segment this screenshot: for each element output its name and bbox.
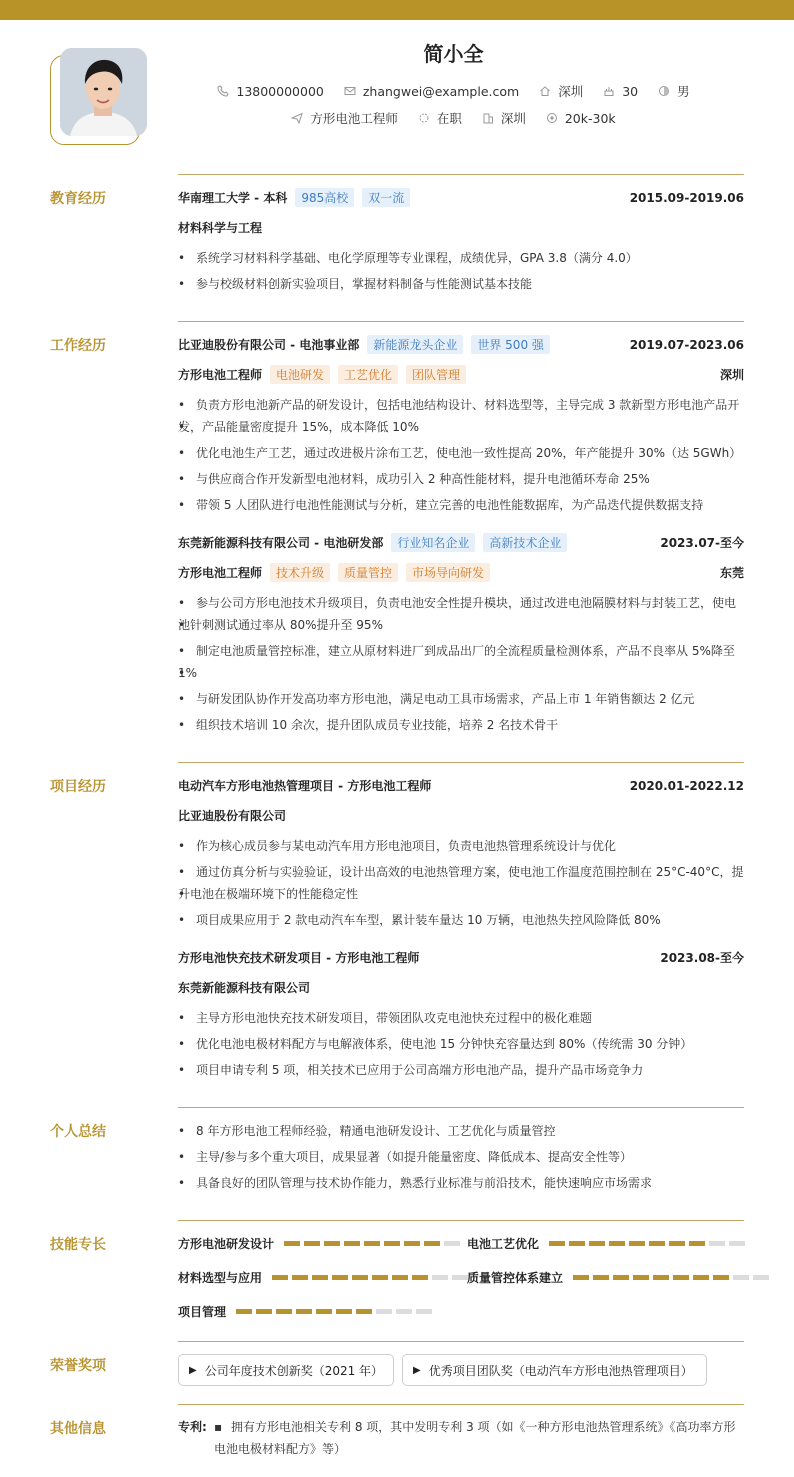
building-icon <box>482 112 494 124</box>
target-city-text: 深圳 <box>500 111 526 126</box>
email-text: zhangwei@example.com <box>362 83 520 99</box>
send-icon <box>291 112 303 124</box>
education-header <box>178 188 744 207</box>
skill-segment-empty <box>733 1275 749 1280</box>
project-title: 方形电池快充技术研发项目 - 方形电池工程师 <box>178 951 420 965</box>
project-date: 2020.01-2022.12 <box>629 778 744 793</box>
job-title-text: 方形电池工程师 <box>310 111 398 126</box>
skill-segment-filled <box>272 1275 288 1280</box>
skill-segment-filled <box>669 1241 685 1246</box>
skills-divider <box>178 1220 744 1221</box>
square-bullet-icon: ▪ <box>214 1420 223 1434</box>
skill-segment-filled <box>713 1275 729 1280</box>
other-divider <box>178 1404 744 1405</box>
project-bullet: • 项目申请专利 5 项，相关技术已应用于公司高端方形电池产品，提升产品市场竞争力 <box>178 1059 744 1081</box>
work-date: 2019.07-2023.06 <box>629 337 744 352</box>
cake-icon <box>603 85 615 97</box>
work-bullet: • 带领 5 人团队进行电池性能测试与分析，建立完善的电池性能数据库，为产品迭代提供数据支持 <box>178 494 744 516</box>
money-icon <box>546 112 558 124</box>
role-tag: 质量管控 <box>338 563 398 582</box>
gender-text: 男 <box>677 84 690 99</box>
skills-section-title: 技能专长 <box>50 1237 106 1253</box>
education-tag: 985高校 <box>295 188 354 207</box>
skill-segment-filled <box>593 1275 609 1280</box>
skill-segment-filled <box>609 1241 625 1246</box>
education-bullet: • 参与校级材料创新实验项目，掌握材料制备与性能测试基本技能 <box>178 273 744 295</box>
major-name: 材料科学与工程 <box>178 221 263 235</box>
skill-segment-filled <box>284 1241 300 1246</box>
skill-segment-filled <box>569 1241 585 1246</box>
school-name: 华南理工大学 - 本科 <box>178 191 288 205</box>
skill-segment-empty <box>753 1275 769 1280</box>
job-row <box>0 109 794 127</box>
skill-segment-filled <box>292 1275 308 1280</box>
skill-segment-filled <box>412 1275 428 1280</box>
skill-segment-filled <box>304 1241 320 1246</box>
role-tag: 技术升级 <box>270 563 330 582</box>
skill-segment-filled <box>276 1309 292 1314</box>
home-icon <box>539 85 551 97</box>
project-bullet: • 主导方形电池快充技术研发项目，带领团队攻克电池快充过程中的极化难题 <box>178 1007 744 1029</box>
skill-name: 材料选型与应用 <box>178 1271 263 1285</box>
skill-segment-filled <box>332 1275 348 1280</box>
role-row <box>178 563 744 582</box>
summary-bullet: • 具备良好的团队管理与技术协作能力，熟悉行业标准与前沿技术，能快速响应市场需求 <box>178 1172 744 1194</box>
skill-segment-filled <box>424 1241 440 1246</box>
skill-segment-filled <box>336 1309 352 1314</box>
skill-item <box>178 1235 464 1252</box>
skill-segment-filled <box>693 1275 709 1280</box>
skill-segment-filled <box>352 1275 368 1280</box>
honors-divider <box>178 1341 744 1342</box>
project-bullet: • 项目成果应用于 2 款电动汽车车型，累计装车量达 10 万辆，电池热失控风险降低 80% <box>178 909 744 931</box>
skill-segment-filled <box>629 1241 645 1246</box>
skill-segment-filled <box>613 1275 629 1280</box>
skill-segment-empty <box>432 1275 448 1280</box>
skill-item <box>178 1269 472 1286</box>
work-bullet: • 优化电池生产工艺，通过改进极片涂布工艺，使电池一致性提高 20%，年产能提升 30%（达 5GWh） <box>178 442 744 464</box>
summary-bullet: • 主导/参与多个重大项目，成果显著（如提升能量密度、降低成本、提高安全性等） <box>178 1146 744 1168</box>
skill-segment-filled <box>256 1309 272 1314</box>
skill-segment-filled <box>392 1275 408 1280</box>
skill-segment-filled <box>653 1275 669 1280</box>
work-bullet: • 制定电池质量管控标准，建立从原材料进厂到成品出厂的全流程质量检测体系，产品不良率从 5%降至 <box>178 640 744 662</box>
education-section-title: 教育经历 <box>50 191 106 207</box>
honor-item <box>402 1354 707 1386</box>
skill-segment-filled <box>633 1275 649 1280</box>
project-bullet: • 作为核心成员参与某电动汽车用方形电池项目，负责电池热管理系统设计与优化 <box>178 835 744 857</box>
skill-segment-empty <box>416 1309 432 1314</box>
role-tag: 工艺优化 <box>338 365 398 384</box>
phone-icon <box>217 85 229 97</box>
summary-bullet: • 8 年方形电池工程师经验，精通电池研发设计、工艺优化与质量管控 <box>178 1120 744 1142</box>
skill-segment-filled <box>404 1241 420 1246</box>
skill-segment-filled <box>589 1241 605 1246</box>
project-section-title: 项目经历 <box>50 779 106 795</box>
project-divider <box>178 762 744 763</box>
skill-segment-filled <box>549 1241 565 1246</box>
other-section-title: 其他信息 <box>50 1421 106 1437</box>
city-item <box>539 82 583 100</box>
role-title: 方形电池工程师 <box>178 368 263 382</box>
honors-row <box>0 1354 794 1386</box>
gender-item <box>658 82 690 100</box>
skill-bar <box>272 1275 472 1280</box>
status-item <box>418 109 462 127</box>
gender-icon <box>658 85 670 97</box>
target-city-item <box>482 109 526 127</box>
skill-segment-filled <box>689 1241 705 1246</box>
skill-bar <box>573 1275 773 1280</box>
role-row <box>178 365 744 384</box>
city-text: 深圳 <box>558 84 584 99</box>
work-section-title: 工作经历 <box>50 338 106 354</box>
work-bullet-cont: • 1% <box>178 662 744 684</box>
work-bullet: • 负责方形电池新产品的研发设计，包括电池结构设计、材料选型等，主导完成 3 款新型方形电池产品开 <box>178 394 744 416</box>
status-text: 在职 <box>436 111 462 126</box>
role-tag: 电池研发 <box>270 365 330 384</box>
phone-item <box>217 84 323 99</box>
work-header <box>178 335 744 354</box>
skill-segment-filled <box>649 1241 665 1246</box>
honor-item <box>178 1354 394 1386</box>
role-title: 方形电池工程师 <box>178 566 263 580</box>
skill-segment-empty <box>396 1309 412 1314</box>
skill-name: 电池工艺优化 <box>467 1237 540 1251</box>
honor-text: 公司年度技术创新奖（2021 年） <box>204 1363 384 1378</box>
skill-item <box>467 1269 773 1286</box>
work-bullet: • 参与公司方形电池技术升级项目，负责电池安全性提升模块，通过改进电池隔膜材料与封装工艺，使电 <box>178 592 744 614</box>
skill-name: 项目管理 <box>178 1305 227 1319</box>
company-name: 东莞新能源科技有限公司 - 电池研发部 <box>178 536 384 550</box>
work-bullet: • 与供应商合作开发新型电池材料，成功引入 2 种高性能材料，提升电池循环寿命 25% <box>178 468 744 490</box>
work-bullet-cont: • 池针刺测试通过率从 80%提升至 95% <box>178 614 744 636</box>
skill-segment-filled <box>344 1241 360 1246</box>
project-bullet-cont: • 升电池在极端环境下的性能稳定性 <box>178 883 744 905</box>
work-bullet: • 与研发团队协作开发高功率方形电池，满足电动工具市场需求，产品上市 1 年销售额达 2 亿元 <box>178 688 744 710</box>
role-tag: 团队管理 <box>406 365 466 384</box>
work-bullet-cont: • 发，产品能量密度提升 15%，成本降低 10% <box>178 416 744 438</box>
skill-segment-filled <box>236 1309 252 1314</box>
work-bullet: • 组织技术培训 10 余次，提升团队成员专业技能，培养 2 名技术骨干 <box>178 714 744 736</box>
summary-divider <box>178 1107 744 1108</box>
skill-bar <box>549 1241 749 1246</box>
skill-segment-filled <box>316 1309 332 1314</box>
project-title: 电动汽车方形电池热管理项目 - 方形电池工程师 <box>178 779 432 793</box>
contact-row <box>0 82 794 100</box>
other-line: 拥有方形电池相关专利 8 项，其中发明专利 3 项（如《一种方形电池热管理系统》《高功率方形 <box>231 1420 736 1434</box>
project-company: 比亚迪股份有限公司 <box>178 809 287 823</box>
status-icon <box>418 112 430 124</box>
skill-item <box>178 1303 436 1320</box>
skill-name: 方形电池研发设计 <box>178 1237 275 1251</box>
skill-segment-empty <box>709 1241 725 1246</box>
top-accent-bar <box>0 0 794 20</box>
company-tag: 新能源龙头企业 <box>367 335 463 354</box>
skill-segment-filled <box>296 1309 312 1314</box>
company-tag: 行业知名企业 <box>391 533 475 552</box>
company-tag: 高新技术企业 <box>483 533 567 552</box>
project-company-row <box>178 979 744 996</box>
education-tag: 双一流 <box>362 188 410 207</box>
job-title-item <box>291 109 398 127</box>
mail-icon <box>344 85 356 97</box>
skill-segment-empty <box>376 1309 392 1314</box>
skill-bar <box>284 1241 464 1246</box>
work-divider <box>178 321 744 322</box>
skill-segment-filled <box>384 1241 400 1246</box>
skill-name: 质量管控体系建立 <box>467 1271 564 1285</box>
work-date: 2023.07-至今 <box>660 536 744 550</box>
project-date: 2023.08-至今 <box>660 951 744 965</box>
project-bullet: • 优化电池电极材料配方与电解液体系，使电池 15 分钟快充容量达到 80%（传统需 30 分钟） <box>178 1033 744 1055</box>
education-bullet: • 系统学习材料科学基础、电化学原理等专业课程，成绩优异，GPA 3.8（满分 4.0） <box>178 247 744 269</box>
skill-segment-filled <box>324 1241 340 1246</box>
age-item <box>603 84 638 99</box>
skill-segment-empty <box>444 1241 460 1246</box>
role-tag: 市场导向研发 <box>406 563 490 582</box>
triangle-icon: ▶ <box>189 1364 197 1376</box>
company-name: 比亚迪股份有限公司 - 电池事业部 <box>178 338 360 352</box>
skill-segment-empty <box>729 1241 745 1246</box>
summary-section-title: 个人总结 <box>50 1124 106 1140</box>
other-info <box>178 1416 744 1460</box>
salary-text: 20k-30k <box>564 110 616 126</box>
honors-section-title: 荣誉奖项 <box>50 1358 106 1374</box>
skill-segment-filled <box>356 1309 372 1314</box>
project-company: 东莞新能源科技有限公司 <box>178 981 311 995</box>
phone-text: 13800000000 <box>236 83 324 99</box>
work-header <box>178 533 744 552</box>
skill-segment-empty <box>452 1275 468 1280</box>
education-date: 2015.09-2019.06 <box>629 190 744 205</box>
education-divider <box>178 174 744 175</box>
project-company-row <box>178 807 744 824</box>
skill-item <box>467 1235 749 1252</box>
email-item <box>344 84 519 99</box>
triangle-icon: ▶ <box>413 1364 421 1376</box>
skill-segment-filled <box>573 1275 589 1280</box>
skill-segment-filled <box>673 1275 689 1280</box>
age-text: 30 <box>622 83 639 99</box>
honor-text: 优秀项目团队奖（电动汽车方形电池热管理项目） <box>428 1363 693 1378</box>
salary-item <box>546 111 616 126</box>
work-location: 东莞 <box>719 566 744 580</box>
project-header <box>178 949 744 966</box>
other-line: 电池电极材料配方》等） <box>214 1442 347 1456</box>
skill-segment-filled <box>372 1275 388 1280</box>
skill-bar <box>236 1309 436 1314</box>
company-tag: 世界 500 强 <box>471 335 550 354</box>
candidate-name: 简小全 <box>423 42 484 66</box>
other-label: 专利: <box>178 1420 207 1434</box>
project-header <box>178 777 744 794</box>
work-location: 深圳 <box>719 368 744 382</box>
major-row <box>178 219 744 236</box>
skill-segment-filled <box>364 1241 380 1246</box>
project-bullet: • 通过仿真分析与实验验证，设计出高效的电池热管理方案，使电池工作温度范围控制在 25°C-40°C，提 <box>178 861 744 883</box>
skill-segment-filled <box>312 1275 328 1280</box>
